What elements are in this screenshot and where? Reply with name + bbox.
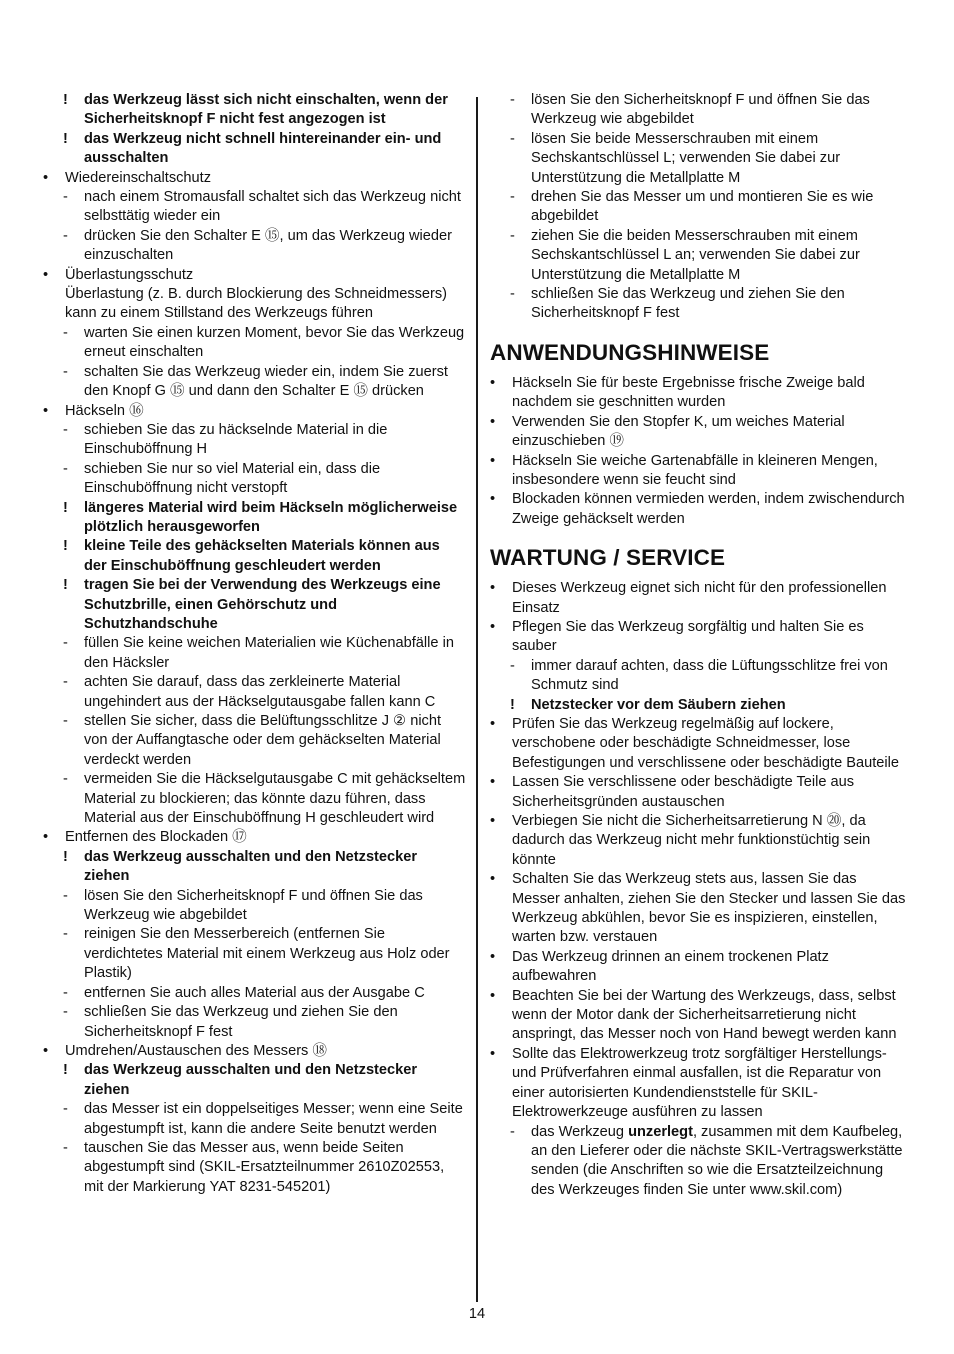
- dash-marker: -: [510, 227, 515, 244]
- dash-marker: -: [63, 635, 68, 652]
- warning-item: [40, 848, 466, 887]
- sub-item: [487, 227, 907, 285]
- item-text: längeres Material wird beim Häckseln möglicherweise plötzlich herausgeworfen: [84, 499, 458, 535]
- bullet-marker: •: [43, 402, 49, 419]
- bullet-item: [487, 812, 907, 870]
- bullet-item: [487, 490, 907, 529]
- bullet-item: [487, 948, 907, 987]
- warning-item: [40, 1061, 466, 1100]
- dash-marker: -: [63, 324, 68, 341]
- bullet-marker: •: [490, 871, 496, 888]
- sub-item: [40, 712, 466, 770]
- warning-item: [487, 696, 907, 715]
- bullet-item: [487, 987, 907, 1045]
- sub-item: [40, 1100, 466, 1139]
- item-text: lösen Sie den Sicherheitsknopf F und öffnen Sie das Werkzeug wie abgebildet: [84, 887, 423, 924]
- sub-item: [40, 421, 466, 460]
- page-number: 14: [468, 1306, 486, 1322]
- sub-item: [40, 188, 466, 227]
- bullet-marker: •: [43, 829, 49, 846]
- item-text: lösen Sie den Sicherheitsknopf F und öffnen Sie das Werkzeug wie abgebildet: [531, 92, 870, 128]
- sub-item: [487, 130, 907, 188]
- bullet-item: [40, 1042, 466, 1061]
- sub-item: [40, 770, 466, 828]
- dash-marker: -: [63, 421, 68, 438]
- item-text: Sollte das Elektrowerkzeug trotz sorgfältiger Herstellungs- und Prüfverfahren einmal ausfallen, ist die Reparatur von einer autorisierten Kundendienststelle für SKIL-Elektrowerkzeuge ausführen zu lassen: [512, 1045, 887, 1121]
- exclamation-marker: !: [63, 92, 68, 108]
- sub-item: [40, 1139, 466, 1197]
- item-text: nach einem Stromausfall schaltet sich das Werkzeug nicht selbsttätig wieder ein: [84, 189, 461, 225]
- text-fragment: , zusammen mit dem Kaufbeleg, an den Lieferer oder die nächste SKIL-Vertragswerkstätte senden (die Anschriften so wie die Ersatzteilzeichnung des Werkzeuges finden Sie unter www.skil.com): [531, 1123, 903, 1198]
- item-text: tragen Sie bei der Verwendung des Werkzeugs eine Schutzbrille, einen Gehörschutz und Schutzhandschuhe: [84, 577, 441, 632]
- item-text: reinigen Sie den Messerbereich (entfernen Sie verdichtetes Material mit einem Werkzeug aus Holz oder Plastik): [84, 926, 450, 982]
- item-text: Entfernen des Blockaden ⑰: [65, 829, 247, 846]
- bullet-marker: •: [490, 580, 496, 597]
- bullet-marker: •: [490, 948, 496, 965]
- bullet-marker: •: [43, 266, 49, 283]
- dash-marker: -: [510, 189, 515, 206]
- item-text: Häckseln ⑯: [65, 402, 144, 419]
- bullet-item: [487, 870, 907, 948]
- item-text: Prüfen Sie das Werkzeug regelmäßig auf lockere, verschobene oder beschädigte Schneidmesser, lose Befestigungen und verschlissene oder beschädigte Bauteile: [512, 715, 899, 771]
- dash-marker: -: [510, 130, 515, 147]
- bullet-item: [40, 402, 466, 421]
- bullet-item: [487, 579, 907, 618]
- bullet-item: [487, 374, 907, 413]
- sub-item: [40, 324, 466, 363]
- item-text: Wiedereinschaltschutz: [65, 169, 212, 186]
- item-text: schieben Sie nur so viel Material ein, dass die Einschuböffnung nicht verstopft: [84, 460, 381, 497]
- item-text: Häckseln Sie für beste Ergebnisse frische Zweige bald nachdem sie geschnitten wurden: [512, 374, 865, 411]
- item-text: Dieses Werkzeug eignet sich nicht für den professionellen Einsatz: [512, 580, 887, 616]
- item-text: das Werkzeug nicht schnell hintereinander ein- und ausschalten: [84, 130, 442, 167]
- sub-item: [40, 460, 466, 499]
- item-text: das Messer ist ein doppelseitiges Messer; wenn eine Seite abgestumpft ist, kann die andere Seite benutzt werden: [84, 1101, 463, 1137]
- bullet-marker: •: [490, 1045, 496, 1062]
- dash-marker: -: [63, 363, 68, 380]
- bullet-marker: •: [490, 987, 496, 1004]
- item-text: füllen Sie keine weichen Materialien wie Küchenabfälle in den Häcksler: [84, 635, 454, 671]
- dash-marker: -: [63, 227, 68, 244]
- warning-item: [40, 576, 466, 634]
- warning-item: [40, 130, 466, 169]
- item-text: Verwenden Sie den Stopfer K, um weiches Material einzuschieben ⑲: [512, 413, 845, 450]
- exclamation-marker: !: [63, 1062, 68, 1079]
- dash-marker: -: [63, 887, 68, 904]
- bullet-marker: •: [490, 618, 496, 635]
- dash-marker: -: [63, 674, 68, 691]
- bullet-item: [40, 169, 466, 188]
- item-text: das Werkzeug lässt sich nicht einschalten, wenn der Sicherheitsknopf F nicht fest angezogen ist: [84, 92, 448, 128]
- bullet-item: [40, 828, 466, 847]
- bullet-item: [40, 266, 466, 285]
- item-text: Häckseln Sie weiche Gartenabfälle in kleineren Mengen, insbesondere wenn sie feucht sind: [512, 452, 878, 488]
- dash-marker: -: [510, 657, 515, 674]
- dash-marker: -: [63, 713, 68, 729]
- item-text: stellen Sie sicher, dass die Belüftungsschlitze J ② nicht von der Auffangtasche oder dem gehäckselten Material verdeckt werden: [84, 713, 442, 768]
- sub-item: [487, 188, 907, 227]
- bullet-marker: •: [43, 169, 49, 186]
- item-text: Verbiegen Sie nicht die Sicherheitsarretierung N ⑳, da dadurch das Werkzeug nicht mehr funktionstüchtig sein könnte: [512, 813, 871, 868]
- item-text: kleine Teile des gehäckselten Materials können aus der Einschuböffnung geschleudert werden: [84, 538, 440, 574]
- bullet-marker: •: [490, 374, 496, 391]
- dash-marker: -: [63, 189, 68, 206]
- item-text: das Werkzeug ausschalten und den Netzstecker ziehen: [84, 848, 418, 885]
- item-text: schalten Sie das Werkzeug wieder ein, indem Sie zuerst den Knopf G ⑮ und dann den Schalter E ⑮ drücken: [84, 363, 448, 400]
- exclamation-marker: !: [63, 538, 68, 555]
- item-text: Pflegen Sie das Werkzeug sorgfältig und halten Sie es sauber: [512, 618, 864, 655]
- sub-item: [487, 91, 907, 130]
- sub-item: [40, 1003, 466, 1042]
- item-text: ziehen Sie die beiden Messerschrauben mit einem Sechskantschlüssel L an; verwenden Sie dabei zur Unterstützung die Metallplatte M: [531, 227, 860, 283]
- item-text: drehen Sie das Messer um und montieren Sie es wie abgebildet: [531, 189, 874, 225]
- item-text: schließen Sie das Werkzeug und ziehen Sie den Sicherheitsknopf F fest: [531, 286, 845, 322]
- sub-item: [487, 657, 907, 696]
- dash-marker: -: [510, 1123, 515, 1140]
- bullet-item: [487, 1045, 907, 1123]
- left-column: [40, 91, 466, 1197]
- item-text: immer darauf achten, dass die Lüftungsschlitze frei von Schmutz sind: [531, 657, 888, 694]
- exclamation-marker: !: [510, 696, 515, 713]
- sub-item: [40, 634, 466, 673]
- exclamation-marker: !: [63, 577, 68, 594]
- sub-item: [40, 925, 466, 983]
- bullet-marker: •: [490, 452, 496, 469]
- item-text: Schalten Sie das Werkzeug stets aus, lassen Sie das Messer anhalten, ziehen Sie den Stecker und lassen Sie das Werkzeug abkühlen, bevor Sie es inspizieren, einstellen, warten bzw. verstauen: [512, 871, 906, 946]
- text-fragment: das Werkzeug: [531, 1123, 629, 1140]
- sub-item: [487, 1123, 907, 1201]
- dash-marker: -: [63, 1004, 68, 1021]
- warning-item: [40, 537, 466, 576]
- bullet-marker: •: [490, 813, 496, 829]
- dash-marker: -: [63, 1139, 68, 1156]
- item-text: achten Sie darauf, dass das zerkleinerte Material ungehindert aus der Häckselgutausgabe fallen kann C: [84, 674, 436, 710]
- dash-marker: -: [63, 926, 68, 943]
- sub-item: [40, 673, 466, 712]
- bullet-item: [487, 452, 907, 491]
- bullet-marker: •: [43, 1042, 49, 1059]
- bullet-item: [487, 773, 907, 812]
- dash-marker: -: [510, 286, 515, 303]
- item-text: entfernen Sie auch alles Material aus der Ausgabe C: [84, 984, 425, 1001]
- dash-marker: -: [63, 771, 68, 788]
- dash-marker: -: [63, 1101, 68, 1118]
- bullet-marker: •: [490, 715, 496, 732]
- dash-marker: -: [510, 92, 515, 108]
- bullet-item: [487, 413, 907, 452]
- bullet-marker: •: [490, 774, 496, 791]
- item-text: warten Sie einen kurzen Moment, bevor Sie das Werkzeug erneut einschalten: [84, 324, 465, 361]
- item-text: lösen Sie beide Messerschrauben mit einem Sechskantschlüssel L; verwenden Sie dabei zur Unterstützung die Metallplatte M: [531, 130, 841, 186]
- item-text: Beachten Sie bei der Wartung des Werkzeugs, dass, selbst wenn der Motor dank der Sicherheitsarretierung nicht anspringt, das Messer noch von Hand bewegt werden kann: [512, 987, 897, 1043]
- item-text: vermeiden Sie die Häckselgutausgabe C mit gehäckseltem Material zu blockieren; das könnte dazu führen, dass Material aus der Einschuböffnung H geschleudert wird: [84, 771, 466, 827]
- column-divider: [476, 97, 478, 1302]
- exclamation-marker: !: [63, 130, 68, 147]
- bullet-item: [487, 618, 907, 657]
- item-text: Umdrehen/Austauschen des Messers ⑱: [65, 1042, 327, 1059]
- bullet-marker: •: [490, 413, 496, 430]
- section-heading: WARTUNG / SERVICE: [490, 545, 726, 571]
- item-text: Netzstecker vor dem Säubern ziehen: [531, 696, 786, 713]
- bullet-marker: •: [490, 491, 496, 508]
- text-fragment: unzerlegt: [628, 1123, 693, 1140]
- item-text: drücken Sie den Schalter E ⑮, um das Werkzeug wieder einzuschalten: [84, 227, 452, 264]
- sub-item: [40, 227, 466, 266]
- sub-item: [40, 984, 466, 1003]
- item-text: Das Werkzeug drinnen an einem trockenen Platz aufbewahren: [512, 948, 829, 985]
- paragraph: [40, 285, 466, 324]
- exclamation-marker: !: [63, 499, 68, 516]
- item-text: das Werkzeug ausschalten und den Netzstecker ziehen: [84, 1062, 418, 1098]
- sub-item: [40, 887, 466, 926]
- item-text: Blockaden können vermieden werden, indem zwischendurch Zweige gehäckselt werden: [512, 491, 905, 527]
- sub-item: [40, 363, 466, 402]
- section-heading: ANWENDUNGSHINWEISE: [490, 339, 770, 365]
- item-text: schieben Sie das zu häckselnde Material in die Einschuböffnung H: [84, 421, 388, 458]
- sub-item: [487, 285, 907, 324]
- dash-marker: -: [63, 460, 68, 477]
- right-column: [487, 91, 907, 1200]
- item-text: Überlastung (z. B. durch Blockierung des Schneidmessers) kann zu einem Stillstand des Werkzeugs führen: [65, 286, 448, 322]
- exclamation-marker: !: [63, 848, 68, 865]
- warning-item: [40, 91, 466, 130]
- item-text: schließen Sie das Werkzeug und ziehen Sie den Sicherheitsknopf F fest: [84, 1004, 398, 1040]
- item-text: tauschen Sie das Messer aus, wenn beide Seiten abgestumpft sind (SKIL-Ersatzteilnummer 2610Z02553, mit der Markierung YAT 8231-545201): [84, 1139, 445, 1195]
- item-text: Überlastungsschutz: [65, 266, 194, 283]
- dash-marker: -: [63, 984, 68, 1001]
- warning-item: [40, 499, 466, 538]
- item-text: Lassen Sie verschlissene oder beschädigte Teile aus Sicherheitsgründen austauschen: [512, 774, 855, 810]
- bullet-item: [487, 715, 907, 773]
